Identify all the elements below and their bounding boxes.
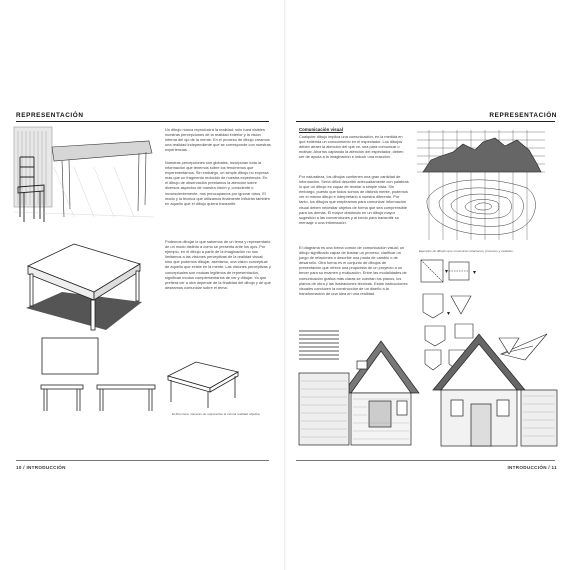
left-folio-rule <box>16 460 269 461</box>
left-paragraph-1: Un dibujo nunca reproducirá la realidad; solo hará visibles nuestras percepciones de la realidad exterior y la visión interna del ojo de la mente. En el proceso de dibujo creamos una realidad independiente que se corresponde con nuestras experiencias. <box>165 127 271 153</box>
front-elevation-sketch <box>40 384 84 412</box>
right-page <box>285 0 570 570</box>
left-paragraph-3: Podemos dibujar lo que sabemos de un tema y representarlo de un modo distinto a como se presenta ante los ojos. Por ejemplo, en el dibujo a partir de la imaginación no nos limitamos a las visiones perceptivas de la realidad visual; sino que podemos dibujar, asimismo, una visión conceptual de aquello que existe en la mente. Las visiones perceptivas y conceptuales son mutuas legítimos de representación, significan modos complementarios de ver y dibujar. Ya que prefiera ver a otra depende de la finalidad del dibujo y de qué deseamos comunicar sobre el tema. <box>165 239 271 290</box>
house-section-drawing <box>431 330 559 448</box>
side-elevation-sketch <box>96 384 156 412</box>
right-header-rule <box>296 121 555 122</box>
house-elevation-drawing <box>299 321 425 447</box>
left-section-title: REPRESENTACIÓN <box>16 112 84 119</box>
right-folio: INTRODUCCIÓN / 11 <box>507 465 557 470</box>
left-header-rule <box>16 121 269 122</box>
outline-table-sketch <box>166 358 240 410</box>
left-caption: El libro tiene maneras de representar la misma realidad objetiva. <box>172 412 261 416</box>
table-chairs-sketch <box>14 127 154 224</box>
right-paragraph-1: Cualquier dibujo implica una comunicación, en la medida en que extienda un conocimiento en el espectador. Los dibujos deben atraer la atención del que ve, sea para comunicar o motivar. Ahorros captando la atención del espectador, deben ser de ayuda a la imaginación e inducir una reacción. <box>299 134 404 160</box>
right-folio-rule <box>296 460 555 461</box>
right-caption: Ejemplos de dibujos que comunican relaciones, procesos y modelos. <box>419 249 514 253</box>
right-paragraph-2: Por naturaleza, los dibujos contienen una gran cantidad de información. Sería difícil describir adecuadamente con palabras lo que un dibujo es capaz de revelar a simple vista. Sin embargo, puesto que todos somos de distinta mente, podemos ver el mismo dibujo e interpretarlo a nuestra diferente. Por tanto, los dibujos que empleamos para comunicar información visual deben necesitar objetos de forma que sea comprensible para los demás. El mayor obstáculo en un dibujo mayor sugestión a las convenciones y al tondo para transmitir su mensaje o una información. <box>299 174 409 225</box>
left-paragraph-2: Nuestras percepciones son globales, incorporan toda la información que tenemos sobre los fenómenos que experimentamos. Sin embargo, un simple dibujo no expresa más que un fragmento reducido de nuestra experiencia. En el dibujo de observación prestamos la atención sobre diversos aspectos de nuestra visión y, consciente o inconscientemente, nos preocupamos por ignorar otros. El modo y la técnica que utilizamos finalmente influirán también en aquello que el dibujo quiera transmitir. <box>165 160 270 206</box>
right-paragraph-3: El diagrama es una forma común de comunicación visual; un dibujo significado capaz de ilustrar un proceso, clarificar un juego de relaciones o describir una pauta de cambio o de desarrollo. Otra forma es el conjunto de dibujos de presentación que ofrece una propuesta de un proyecto a un tercer para su examen y evaluación. Entre las modalidades de comunicación gráfica más claras se cuentan los planos, los planos de obra y las ilustraciones técnicas. Estas instrucciones visuales conducen la construcción de un diseño a la transformación de una idea en una realidad. <box>299 245 408 296</box>
plan-view-sketch <box>40 336 100 376</box>
right-section-title: REPRESENTACIÓN <box>489 112 557 119</box>
terrain-section-diagram <box>417 130 545 242</box>
perspective-table-sketch <box>22 238 144 336</box>
right-subheading: Comunicación visual <box>299 127 343 132</box>
left-folio: 10 / INTRODUCCIÓN <box>16 465 66 470</box>
